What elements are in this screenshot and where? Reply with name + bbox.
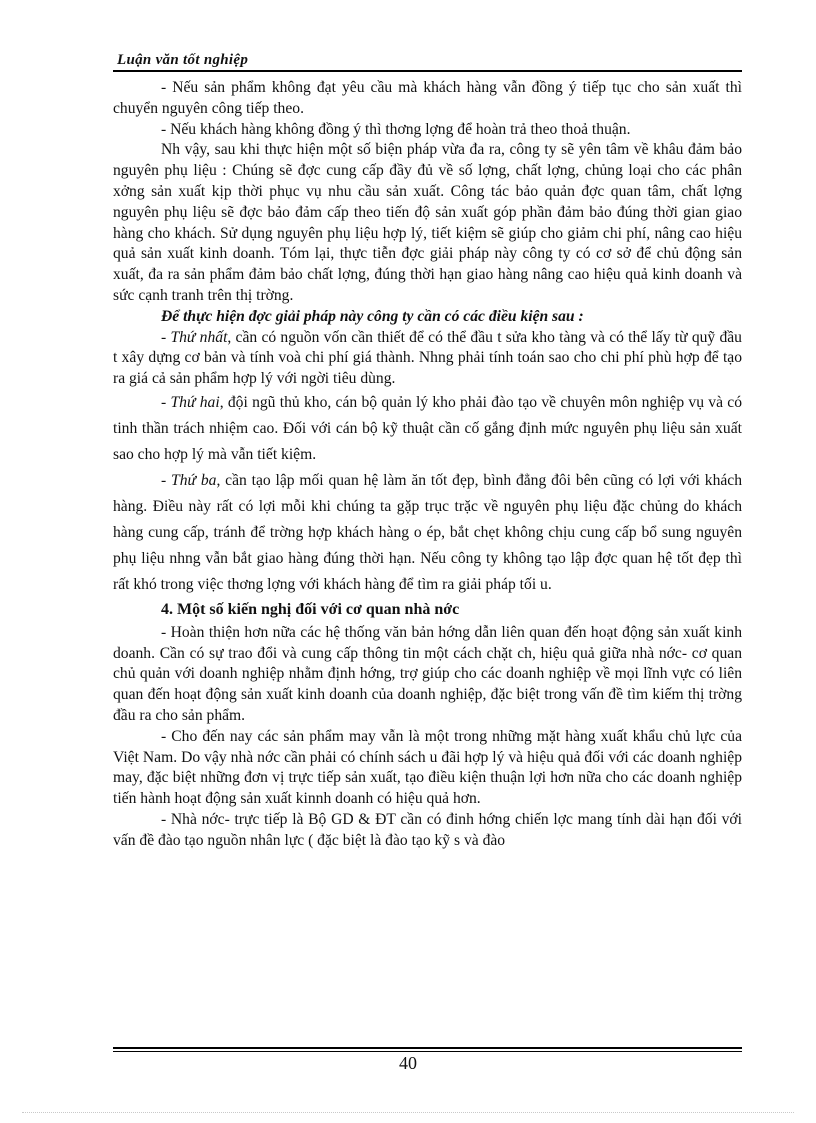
section-heading: 4. Một số kiến nghị đối với cơ quan nhà nớc <box>161 600 460 618</box>
paragraph-third-condition <box>113 468 742 598</box>
condition-label: Thứ nhất <box>170 328 228 346</box>
paragraph: Nh vậy, sau khi thực hiện một số biện pháp vừa đa ra, công ty sẽ yên tâm về khâu đảm bảo nguyên phụ liệu : Chúng sẽ đợc cung cấp đầy đủ về số lợng, chất lợng, chủng loại cho các phân xởng sản xuất kịp thời phục vụ nhu cầu sản xuất. Công tác bảo quản đợc quan tâm, chất lợng nguyên phụ liệu sẽ đợc bảo đảm cấp theo tiến độ sản xuất góp phần đảm bảo đúng thời gian giao hàng cho khách. Sử dụng nguyên phụ liệu hợp lý, tiết kiệm sẽ giúp cho giảm chi phí, nâng cao hiệu quả sản xuất kinh doanh. Tóm lại, thực tiễn đợc giải pháp này công ty có cơ sở để chủ động sản xuất, đa ra sản phẩm đảm bảo chất lợng, đúng thời hạn giao hàng nâng cao hiệu quả kinh doanh và sức cạnh tranh trên thị trờng. <box>113 141 742 304</box>
dash: - <box>161 328 171 346</box>
condition-text: , cần có nguồn vốn cần thiết để có thể đầu t sửa kho tàng và có thể lấy từ quỹ đầu t xây dựng cơ bản và tính voà chi phí giá thành. Nhng phải tính toán sao cho chi phí phù hợp để tạo ra giá cả sản phẩm hợp lý với ngời tiêu dùng. <box>113 328 742 388</box>
page-number: 40 <box>399 1053 417 1073</box>
document-body <box>113 78 742 852</box>
condition-text: , đội ngũ thủ kho, cán bộ quản lý kho phải đào tạo về chuyên môn nghiệp vụ và có tinh thần trách nhiệm cao. Đối với cán bộ kỹ thuật cần cố gắng định mức nguyên phụ liệu sản xuất sao cho hợp lý mà vẫn tiết kiệm. <box>113 393 743 463</box>
header-rule <box>113 70 742 72</box>
dash: - <box>161 471 172 489</box>
footer-rule <box>113 1047 742 1049</box>
conditions-intro: Để thực hiện đợc giải pháp này công ty cần có các điều kiện sau : <box>161 307 584 325</box>
running-header-title: Luận văn tốt nghiệp <box>117 52 249 68</box>
condition-text: , cần tạo lập mối quan hệ làm ăn tốt đẹp, bình đẳng đôi bên cũng có lợi với khách hàng. Điều này rất có lợi mỗi khi chúng ta gặp trục trặc về nguyên phụ liệu đặc chủng do khách hàng cung cấp, tránh để trờng hợp khách hàng o ép, bắt chẹt không chịu cung cấp bổ sung nguyên phụ liệu nhng vẫn bắt giao hàng đúng thời hạn. Nếu công ty không tạo lập đợc quan hệ tốt đẹp thì rất khó trong việc thơng lợng với khách hàng để tìm ra giải pháp tối u. <box>113 471 743 593</box>
paragraph: - Nếu khách hàng không đồng ý thì thơng lợng để hoàn trả theo thoả thuận. <box>161 120 631 138</box>
footer-rule-thin <box>113 1051 742 1052</box>
dash: - <box>161 393 171 411</box>
paragraph-first-condition <box>113 328 742 390</box>
paragraph: - Nếu sản phẩm không đạt yêu cầu mà khách hàng vẫn đồng ý tiếp tục cho sản xuất thì chuyển nguyên công tiếp theo. <box>113 79 742 117</box>
page-edge-border <box>22 1112 794 1113</box>
paragraph: - Cho đến nay các sản phẩm may vẫn là một trong những mặt hàng xuất khẩu chủ lực của Việt Nam. Do vậy nhà nớc cần phải có chính sách u đãi hợp lý và hiệu quả đối với các doanh nghiệp may, đặc biệt những đơn vị trực tiếp sản xuất, tạo điều kiện thuận lợi hơn nữa cho các doanh nghiệp tiến hành hoạt động sản xuất kinnh doanh có hiệu quả hơn. <box>113 727 742 808</box>
condition-label: Thứ ba <box>171 471 217 489</box>
paragraph-second-condition <box>113 390 742 468</box>
paragraph: - Hoàn thiện hơn nữa các hệ thống văn bản hớng dẫn liên quan đến hoạt động sản xuất kinh doanh. Cần có sự trao đổi và cung cấp thông tin một cách chặt ch, hiệu quả giữa nhà nớc- cơ quan chủ quản với doanh nghiệp nhằm định hớng, trợ giúp cho các doanh nghiệp về mọi lĩnh vực có liên quan đến hoạt động sản xuất kinh doanh của doanh nghiệp, đặc biệt trong vấn đề tìm kiếm thị trờng đầu ra cho sản phẩm. <box>113 623 742 724</box>
condition-label: Thứ hai <box>170 393 220 411</box>
paragraph: - Nhà nớc- trực tiếp là Bộ GD & ĐT cần có đinh hớng chiến lợc mang tính dài hạn đối với vấn đề đào tạo nguồn nhân lực ( đặc biệt là đào tạo kỹ s và đào <box>113 810 742 849</box>
